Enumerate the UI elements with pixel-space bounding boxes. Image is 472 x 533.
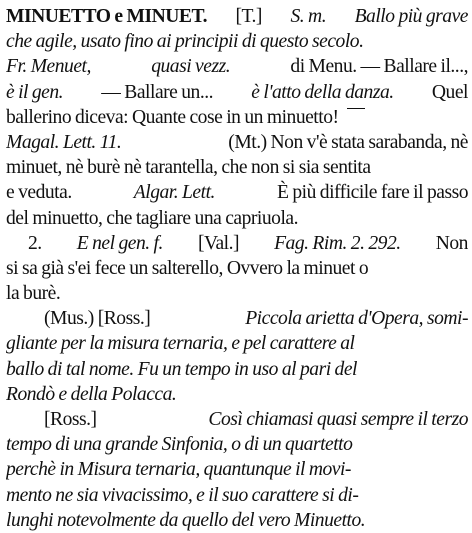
- citation: Magal. Lett. 11.: [6, 131, 122, 153]
- sense-label: E nel gen. f.: [76, 232, 163, 254]
- entry-line: [6, 105, 468, 130]
- definition-text: tempo di una grande Sinfonia, o di un quartetto: [6, 434, 353, 456]
- entry-line: [6, 231, 468, 256]
- double-dash-separator: [347, 105, 365, 129]
- definition-text: Ballo più grave: [354, 6, 468, 27]
- definition-text: perchè in Misura ternaria, quantunque il movi-: [6, 459, 351, 481]
- usage-text: di Menu. — Ballare il...,: [290, 56, 468, 78]
- entry-line: [6, 508, 468, 533]
- usage-text: è l'atto della danza.: [251, 81, 394, 103]
- definition-text: mento ne sia vivacissimo, e il suo carattere si di-: [6, 484, 359, 506]
- entry-line: [6, 281, 468, 306]
- quote-text: minuet, nè burè nè tarantella, che non si sia sentita: [6, 157, 371, 179]
- entry-line: [6, 331, 468, 356]
- etymology-text: Fr. Menuet,: [6, 56, 91, 78]
- definition-text: ballo di tal nome. Fu un tempo in uso al pari del: [6, 358, 357, 380]
- quote-text: e veduta.: [6, 182, 72, 204]
- quote-text: si sa già s'ei fece un salterello, Ovvero la minuet o: [6, 257, 369, 279]
- entry-line: [6, 306, 468, 331]
- definition-text: Rondò e della Polacca.: [6, 383, 177, 405]
- entry-line: [6, 180, 468, 205]
- source-tag: [T.]: [235, 6, 262, 27]
- quote-text: (Mt.) Non v'è stata sarabanda, nè: [228, 131, 468, 153]
- entry-line: [6, 4, 468, 29]
- headword: MINUETTO e MINUET.: [6, 6, 208, 27]
- definition-text: Piccola arietta d'Opera, somi-: [245, 308, 468, 330]
- quote-text: ballerino diceva: Quante cose in un minuetto!: [6, 106, 339, 128]
- grammar-label: S. m.: [290, 6, 327, 27]
- etymology-text: quasi vezz.: [151, 56, 231, 78]
- entry-line: [6, 80, 468, 105]
- usage-text: Quel: [431, 81, 468, 103]
- entry-line: [6, 256, 468, 281]
- entry-line: [6, 29, 468, 54]
- source-tag: [Ross.]: [44, 409, 97, 430]
- definition-text: gliante per la misura ternaria, e pel carattere al: [6, 333, 355, 355]
- usage-text: — Ballare un...: [101, 81, 214, 103]
- quote-text: È più difficile fare il passo: [276, 182, 468, 204]
- entry-line: [6, 155, 468, 180]
- definition-text: lunghi notevolmente da quello del vero Minuetto.: [6, 509, 366, 531]
- definition-text: Così chiamasi quasi sempre il terzo: [208, 409, 468, 430]
- entry-line: [6, 54, 468, 79]
- entry-line: [6, 407, 468, 432]
- citation: Fag. Rim. 2. 292.: [274, 232, 401, 254]
- entry-line: [6, 130, 468, 155]
- quote-text: del minuetto, che tagliare una capriuola.: [6, 207, 299, 229]
- entry-line: [6, 457, 468, 482]
- usage-label: è il gen.: [6, 81, 64, 103]
- entry-line: [6, 483, 468, 508]
- quote-text: Non: [435, 232, 468, 254]
- definition-text: che agile, usato fino ai principii di questo secolo.: [6, 31, 364, 53]
- entry-line: [6, 382, 468, 407]
- entry-line: [6, 357, 468, 382]
- entry-line: [6, 206, 468, 231]
- citation: Algar. Lett.: [133, 182, 215, 204]
- quote-text: la burè.: [6, 283, 61, 305]
- source-tag: [Val.]: [197, 232, 240, 254]
- sense-number: 2.: [28, 232, 42, 254]
- domain-label: (Mus.) [Ross.]: [44, 308, 151, 330]
